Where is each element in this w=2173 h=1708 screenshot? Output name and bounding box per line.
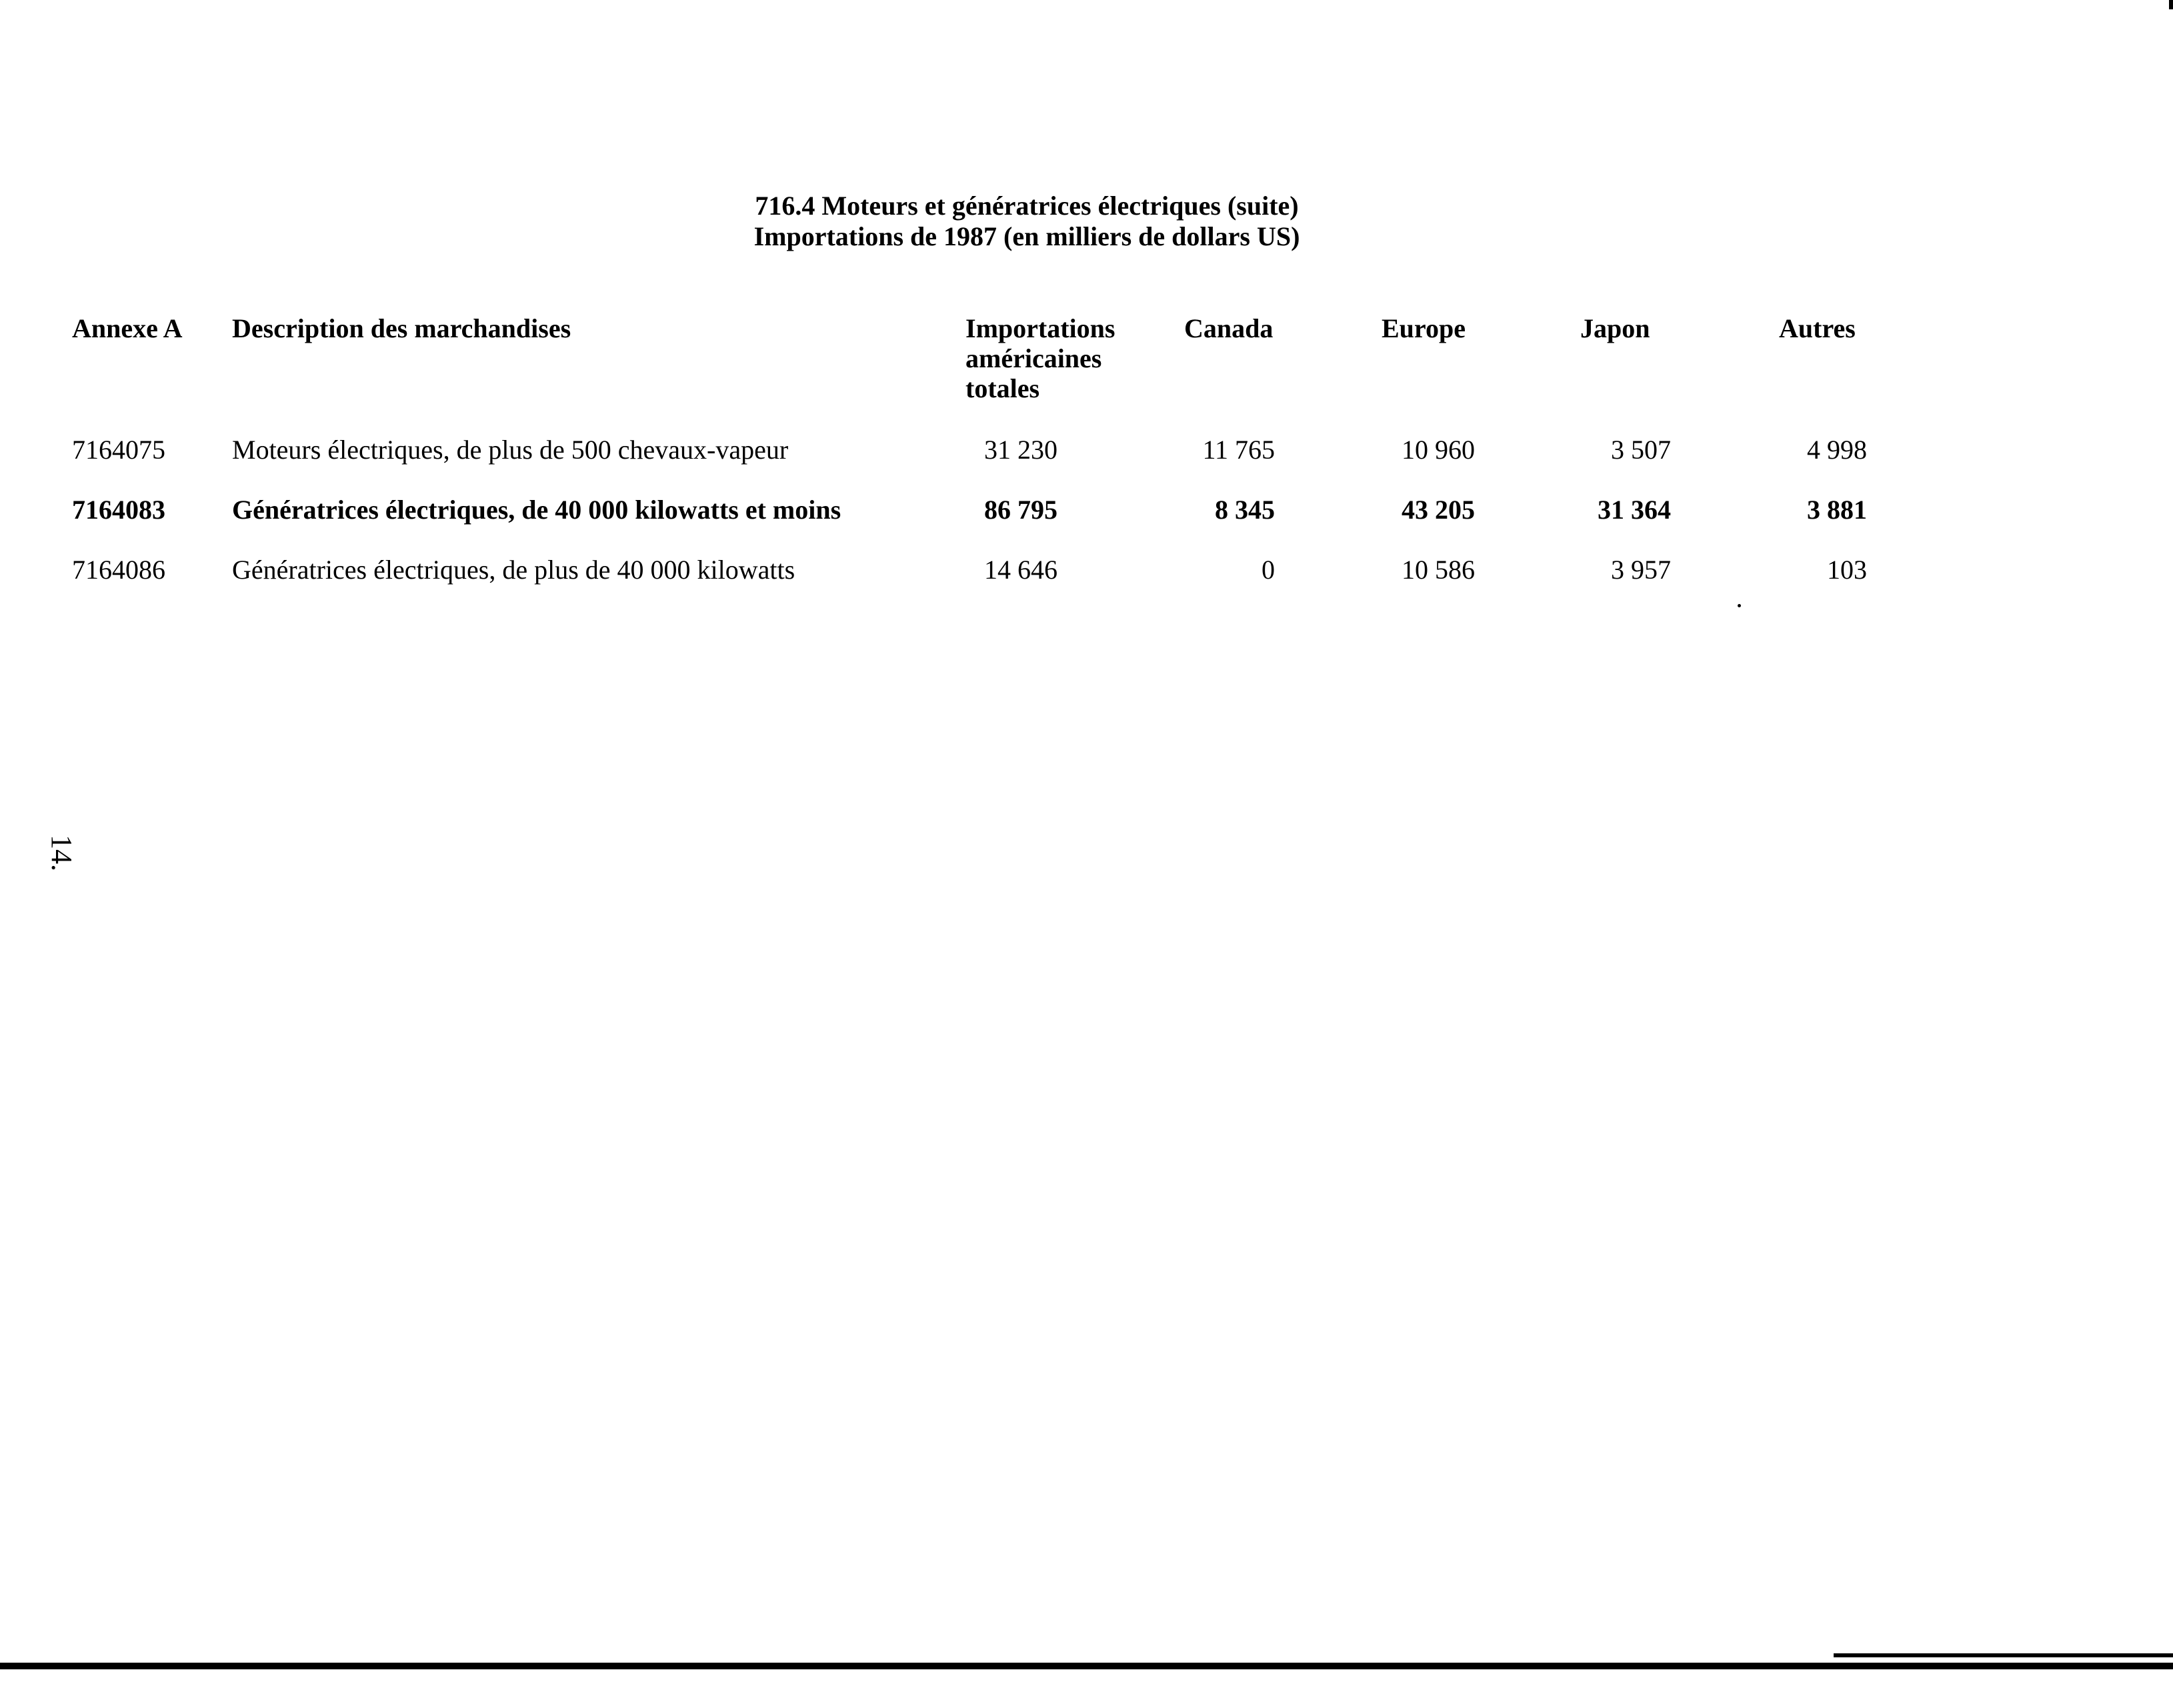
- row-1-description: Moteurs électriques, de plus de 500 chevaux-vapeur: [232, 435, 789, 465]
- row-2-autres: 3 881: [1807, 495, 1867, 525]
- row-3-annexe: 7164086: [72, 555, 165, 585]
- row-3-japon: 3 957: [1611, 555, 1671, 585]
- scan-speck: [1738, 604, 1741, 607]
- row-2-description: Génératrices électriques, de 40 000 kilowatts et moins: [232, 495, 841, 525]
- bottom-rule-accent: [1834, 1653, 2173, 1657]
- bottom-rule: [0, 1663, 2173, 1669]
- page-number: 14.: [45, 835, 78, 871]
- row-1-canada: 11 765: [1202, 435, 1275, 465]
- row-3-europe: 10 586: [1402, 555, 1475, 585]
- header-description: Description des marchandises: [232, 313, 571, 343]
- row-1-total: 31 230: [984, 435, 1057, 465]
- header-total-line-2: américaines: [965, 343, 1102, 373]
- row-3-total: 14 646: [984, 555, 1057, 585]
- row-2-europe: 43 205: [1402, 495, 1475, 525]
- row-1-autres: 4 998: [1807, 435, 1867, 465]
- row-1-annexe: 7164075: [72, 435, 165, 465]
- header-autres: Autres: [1779, 313, 1856, 343]
- header-total-imports: [965, 313, 1115, 403]
- row-3-description: Génératrices électriques, de plus de 40 000 kilowatts: [232, 555, 795, 585]
- header-europe: Europe: [1382, 313, 1466, 343]
- header-canada: Canada: [1184, 313, 1274, 343]
- edge-mark: [2169, 0, 2173, 9]
- row-3-canada: 0: [1262, 555, 1275, 585]
- row-2-canada: 8 345: [1215, 495, 1275, 525]
- table-subtitle: Importations de 1987 (en milliers de dollars US): [753, 221, 1300, 251]
- row-1-japon: 3 507: [1611, 435, 1671, 465]
- row-2-japon: 31 364: [1598, 495, 1671, 525]
- row-2-total: 86 795: [984, 495, 1057, 525]
- row-2-annexe: 7164083: [72, 495, 165, 525]
- header-annexe: Annexe A: [72, 313, 183, 343]
- header-japon: Japon: [1580, 313, 1650, 343]
- header-total-line-3: totales: [965, 373, 1040, 403]
- row-1-europe: 10 960: [1402, 435, 1475, 465]
- table-title: 716.4 Moteurs et génératrices électriques (suite): [755, 191, 1299, 221]
- header-total-line-1: Importations: [965, 313, 1116, 343]
- row-3-autres: 103: [1827, 555, 1867, 585]
